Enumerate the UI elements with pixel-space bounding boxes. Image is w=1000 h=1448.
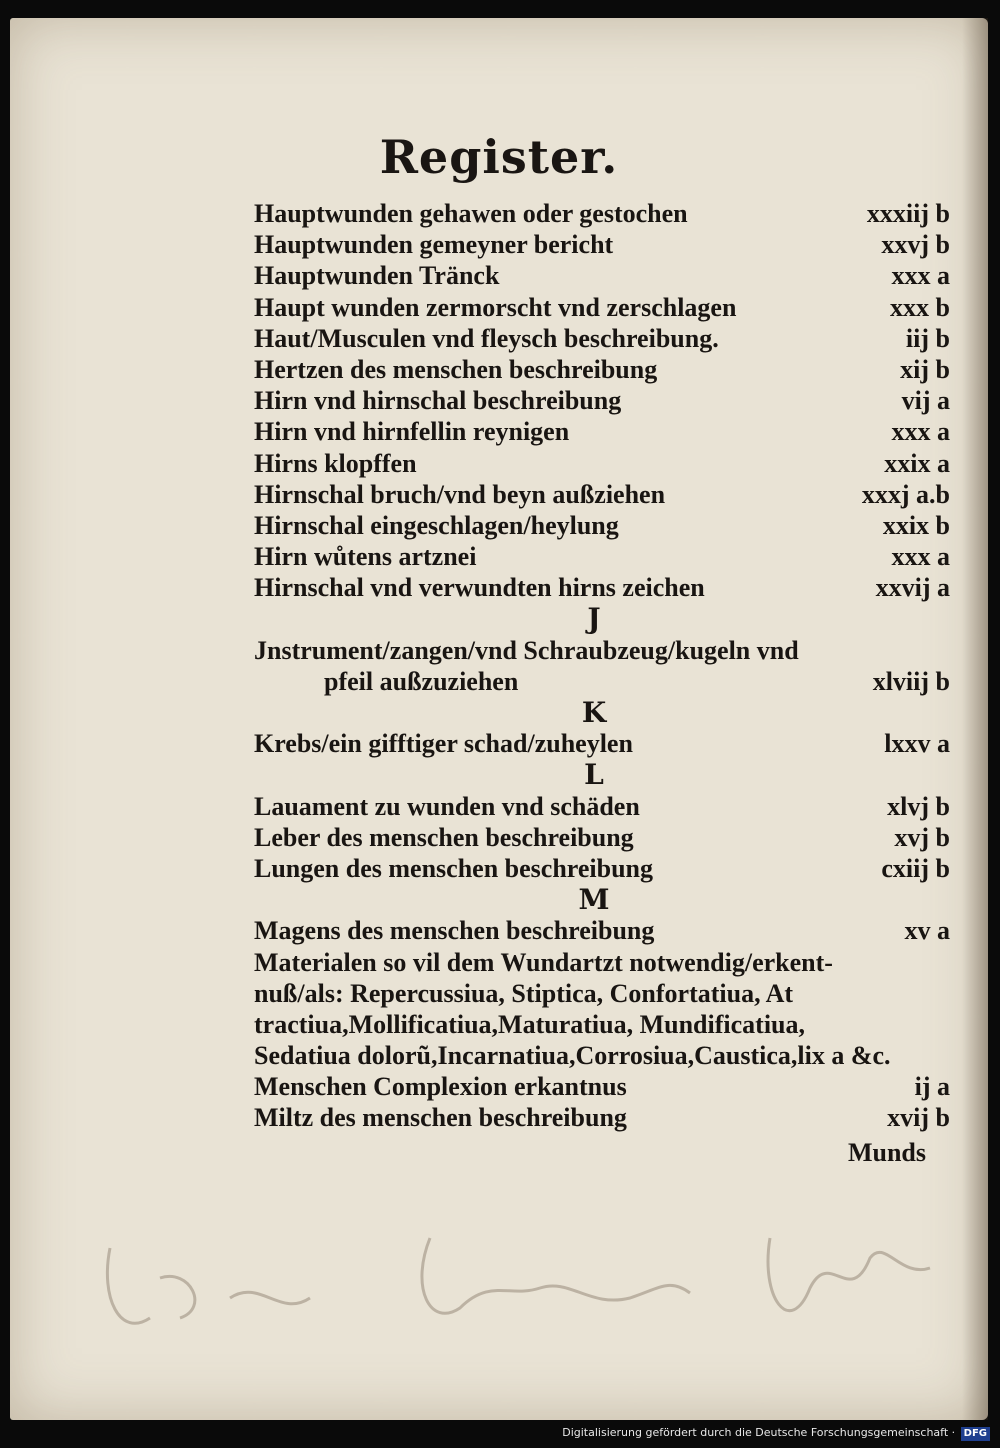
entry-text: Menschen Complexion erkantnus [254, 1072, 627, 1102]
entry-page-ref: xlviij b [872, 666, 950, 696]
register-row [254, 822, 964, 853]
section-letter: L [584, 758, 604, 792]
register-row [254, 385, 964, 416]
register-row [254, 416, 964, 447]
entry-text: Hirnschal bruch/vnd beyn außziehen [254, 479, 666, 509]
book-page [10, 18, 988, 1420]
entry-text: Materialen so vil dem Wundartzt notwendig/erkent- [254, 947, 833, 977]
entry-text: tractiua,Mollificatiua,Maturatiua, Mundificatiua, [254, 1009, 806, 1039]
entry-page-ref: xv a [904, 916, 950, 946]
entry-text: Hirnschal eingeschlagen/heylung [254, 510, 619, 540]
entry-text: Jnstrument/zangen/vnd Schraubzeug/kugeln vnd [254, 635, 799, 665]
entry-text: Hirn vnd hirnschal beschreibung [254, 386, 622, 416]
entry-page-ref: cxiij b [881, 853, 950, 883]
register-row [254, 666, 964, 697]
register-row [254, 323, 964, 354]
entry-text: Miltz des menschen beschreibung [254, 1103, 627, 1133]
register-row [254, 541, 964, 572]
entry-text: Hauptwunden gehawen oder gestochen [254, 199, 688, 228]
register-row [254, 915, 964, 946]
entry-page-ref: xxvij a [875, 573, 950, 603]
entry-page-ref: xvij b [887, 1103, 950, 1133]
entry-text: Hirnschal vnd verwundten hirns zeichen [254, 573, 705, 603]
entry-page-ref: xxxj a.b [861, 479, 950, 509]
entry-page-ref: iij b [905, 323, 950, 353]
section-letter: J [587, 602, 601, 636]
entry-page-ref: ij a [914, 1072, 950, 1102]
entry-text: Hertzen des menschen beschreibung [254, 354, 658, 384]
register-entries [254, 198, 964, 1134]
entry-text: Hauptwunden Tränck [254, 261, 500, 291]
footer-text: Digitalisierung gefördert durch die Deutsche Forschungsgemeinschaft · [562, 1426, 956, 1439]
register-row [254, 260, 964, 291]
entry-text: Lungen des menschen beschreibung [254, 853, 653, 883]
entry-page-ref: xxxiij b [866, 199, 950, 228]
register-row [254, 510, 964, 541]
entry-page-ref: xxx a [891, 417, 950, 447]
entry-text: Leber des menschen beschreibung [254, 822, 634, 852]
register-row [254, 1009, 964, 1040]
register-row [254, 853, 964, 884]
entry-text: Hirn vnd hirnfellin reynigen [254, 417, 570, 447]
register-row [254, 1071, 964, 1102]
entry-text: pfeil außzuziehen [324, 666, 519, 696]
entry-page-ref: xxx a [891, 542, 950, 572]
entry-text: Sedatiua dolorũ,Incarnatiua,Corrosiua,Caustica,lix a &c. [254, 1041, 891, 1071]
entry-text: Krebs/ein gifftiger schad/zuheylen [254, 729, 633, 759]
catchword: Munds [847, 1138, 926, 1167]
entry-page-ref: xij b [900, 354, 950, 384]
entry-text: Hirns klopffen [254, 448, 417, 478]
register-row [254, 448, 964, 479]
entry-text: Haupt wunden zermorscht vnd zerschlagen [254, 292, 737, 322]
entry-text: Hauptwunden gemeyner bericht [254, 230, 614, 260]
register-row [254, 229, 964, 260]
register-row [254, 198, 964, 229]
footer-bar [0, 1426, 1000, 1448]
dfg-logo: DFG [961, 1427, 990, 1441]
entry-text: Hirn wůtens artznei [254, 542, 477, 572]
register-row [254, 978, 964, 1009]
entry-page-ref: xxx b [890, 292, 950, 322]
register-row [254, 354, 964, 385]
entry-text: nuß/als: Repercussiua, Stiptica, Confortatiua, At [254, 978, 794, 1008]
section-letter: K [581, 696, 607, 729]
entry-page-ref: xvj b [894, 822, 950, 852]
entry-page-ref: xxix a [884, 448, 950, 478]
register-row [254, 572, 964, 603]
entry-page-ref: xxvj b [881, 230, 950, 260]
register-row [254, 728, 964, 759]
register-row [254, 947, 964, 978]
section-letter: M [578, 883, 610, 917]
register-row [254, 292, 964, 323]
entry-page-ref: xxix b [882, 510, 950, 540]
entry-text: Lauament zu wunden vnd schäden [254, 791, 640, 821]
entry-text: Magens des menschen beschreibung [254, 916, 655, 946]
entry-page-ref: vij a [901, 386, 950, 416]
page-heading: Register. [379, 130, 619, 184]
entry-page-ref: xlvj b [887, 791, 950, 821]
register-row [254, 791, 964, 822]
entry-text: Haut/Musculen vnd fleysch beschreibung. [254, 323, 719, 353]
entry-page-ref: xxx a [891, 261, 950, 291]
register-row [254, 1040, 964, 1071]
entry-page-ref: lxxv a [884, 729, 950, 759]
register-row [254, 479, 964, 510]
handwritten-signature [70, 1218, 970, 1358]
register-row [254, 1102, 964, 1133]
register-row [254, 635, 964, 666]
